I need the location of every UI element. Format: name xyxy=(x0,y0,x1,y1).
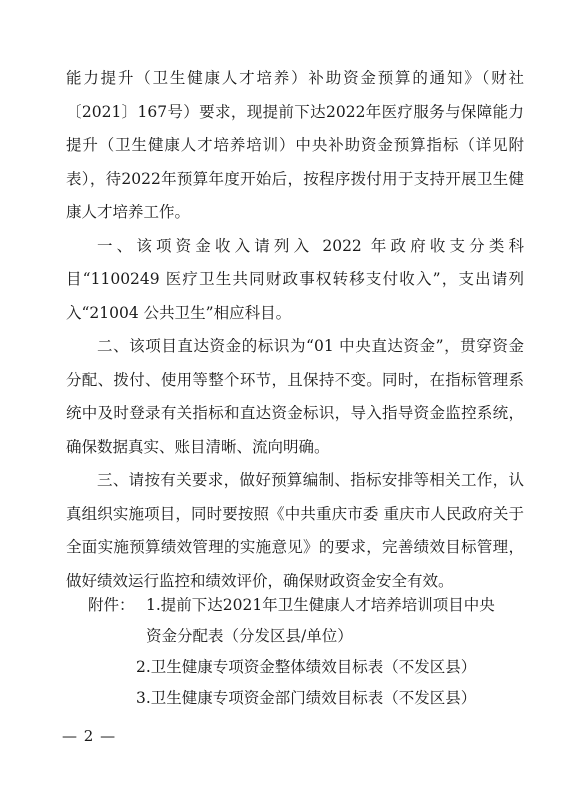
page-number: — 2 — xyxy=(62,727,117,745)
attachment-item-2 xyxy=(66,652,524,683)
attachment-item-3 xyxy=(66,683,524,714)
paragraph-item-2: 二、该项目直达资金的标识为“01 中央直达资金”，贯穿资金分配、拨付、使用等整个环节，且保持不变。同时，在指标管理系统中及时登录有关指标和直达资金标识，导入指导资金监控系统，确保数据真实、账目清晰、流向明确。 xyxy=(66,337,524,456)
attachments-list xyxy=(66,590,524,714)
attachment-item-2-text: 2.卫生健康专项资金整体绩效目标表（不发区县） xyxy=(136,658,477,676)
attachment-item-3-text: 3.卫生健康专项资金部门绩效目标表（不发区县） xyxy=(136,689,477,707)
attachment-item-1-line-2: 资金分配表（分发区县/单位） xyxy=(146,627,353,645)
attachment-item-1-continuation xyxy=(66,621,524,652)
attachment-item-1 xyxy=(66,590,524,621)
paragraph-item-3: 三、请按有关要求，做好预算编制、指标安排等相关工作，认真组织实施项目，同时要按照《中共重庆市委 重庆市人民政府关于全面实施预算绩效管理的实施意见》的要求，完善绩效目标管理，做好绩效运行监控和绩效评价，确保财政资金安全有效。 xyxy=(66,471,524,590)
attachment-item-1-line-1: 1.提前下达2021年卫生健康人才培养培训项目中央 xyxy=(146,596,495,614)
paragraph-item-1: 一、该项资金收入请列入 2022 年政府收支分类科目“1100249 医疗卫生共同财政事权转移支付收入”，支出请列入“21004 公共卫生”相应科目。 xyxy=(66,236,524,322)
attachments-label: 附件： xyxy=(88,596,135,614)
paragraph-continuation: 能力提升（卫生健康人才培养）补助资金预算的通知》（财社〔2021〕167号）要求，现提前下达2022年医疗服务与保障能力提升（卫生健康人才培养培训）中央补助资金预算指标（详见附表），待2022年预算年度开始后，按程序拨付用于支持开展卫生健康人才培养工作。 xyxy=(66,69,524,221)
document-body xyxy=(66,62,524,598)
